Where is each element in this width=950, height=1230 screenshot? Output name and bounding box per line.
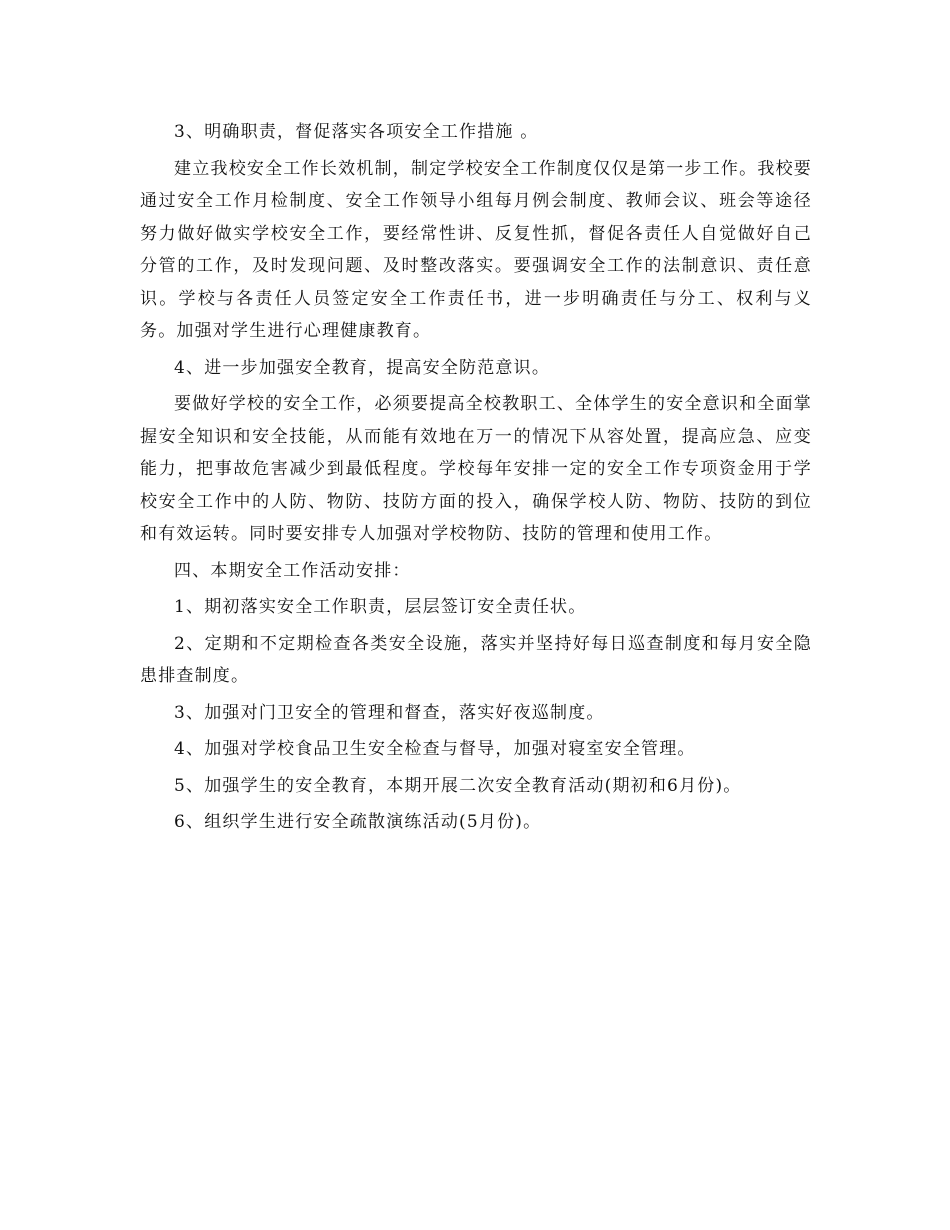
activity-item-2: 2、定期和不定期检查各类安全设施，落实并坚持好每日巡查制度和每月安全隐患排查制度。 xyxy=(140,633,812,686)
paragraph-item-4-heading: 4、进一步加强安全教育，提高安全防范意识。 xyxy=(174,357,551,378)
activity-item-3: 3、加强对门卫安全的管理和督查，落实好夜巡制度。 xyxy=(174,702,605,723)
paragraph-safety-mechanism: 建立我校安全工作长效机制，制定学校安全工作制度仅仅是第一步工作。我校要通过安全工作月检制度、安全工作领导小组每月例会制度、教师会议、班会等途径努力做好做实学校安全工作，要经常性讲、反复性抓，督促各责任人自觉做好自己分管的工作，及时发现问题、及时整改落实。要强调安全工作的法制意识、责任意识。学校与各责任人员签定安全工作责任书，进一步明确责任与分工、权利与义务。加强对学生进行心理健康教育。 xyxy=(140,158,812,341)
document-body xyxy=(140,116,812,843)
activity-item-5: 5、加强学生的安全教育，本期开展二次安全教育活动(期初和6月份)。 xyxy=(174,775,742,796)
activity-item-6: 6、组织学生进行安全疏散演练活动(5月份)。 xyxy=(174,812,542,832)
paragraph-item-3-heading: 3、明确职责，督促落实各项安全工作措施 。 xyxy=(174,122,539,142)
section-heading-activities: 四、本期安全工作活动安排： xyxy=(174,560,411,581)
activity-item-1: 1、期初落实安全工作职责，层层签订安全责任状。 xyxy=(174,597,587,617)
paragraph-safety-education: 要做好学校的安全工作，必须要提高全校教职工、全体学生的安全意识和全面掌握安全知识和安全技能，从而能有效地在万一的情况下从容处置，提高应急、应变能力，把事故危害减少到最低程度。学校每年安排一定的安全工作专项资金用于学校安全工作中的人防、物防、技防方面的投入，确保学校人防、物防、技防的到位和有效运转。同时要安排专人加强对学校物防、技防的管理和使用工作。 xyxy=(140,394,812,544)
activity-item-4: 4、加强对学校食品卫生安全检查与督导，加强对寝室安全管理。 xyxy=(174,739,696,759)
